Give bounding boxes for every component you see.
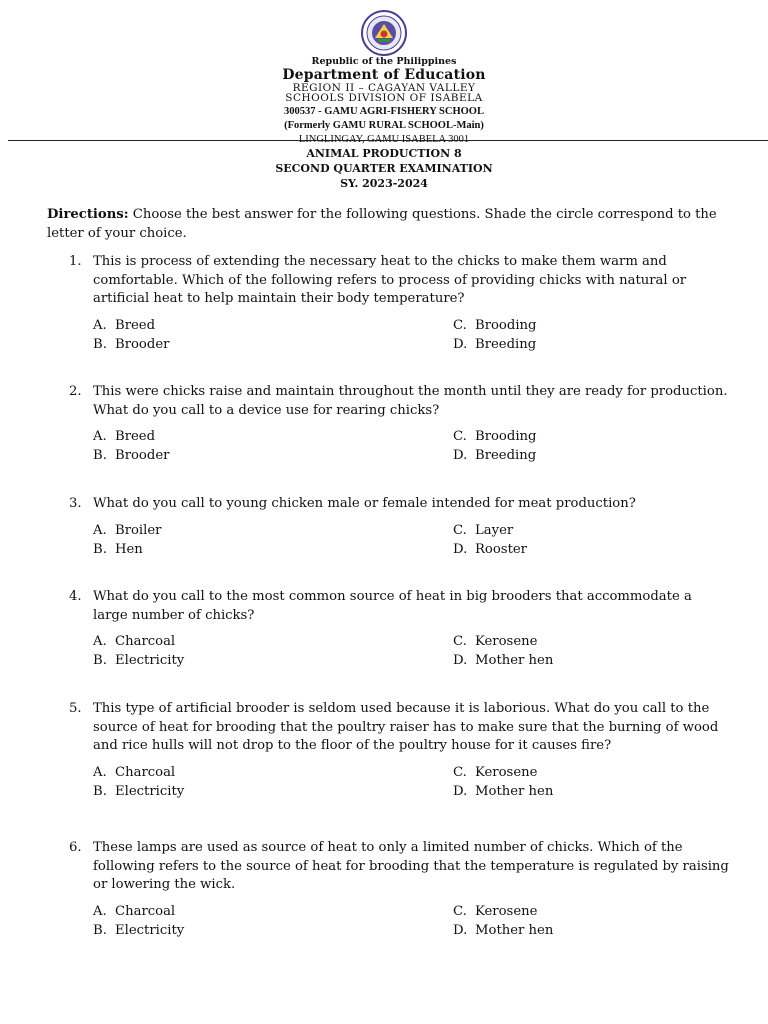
question-number: 4. [69, 589, 82, 604]
choice-list [93, 764, 729, 801]
choice-b[interactable]: B. Hen [93, 541, 143, 557]
division-line: SCHOOLS DIVISION OF ISABELA [285, 92, 483, 104]
question-5 [69, 700, 729, 801]
choice-b[interactable]: B. Electricity [93, 653, 185, 668]
question-text: What do you call to young chicken male or female intended for meat production? [93, 496, 636, 511]
choice-list [93, 317, 729, 354]
question-4 [69, 588, 729, 670]
choice-d[interactable]: D. Rooster [453, 541, 527, 557]
exam-titles [0, 146, 768, 191]
subject-title: ANIMAL PRODUCTION 8 [306, 147, 462, 160]
question-number: 1. [69, 254, 82, 269]
question-number: 3. [69, 496, 82, 511]
department-line: Department of Education [282, 66, 486, 83]
directions [47, 206, 727, 243]
directions-text: Choose the best answer for the following questions. Shade the circle correspond to the letter of your choice. [47, 207, 717, 241]
choice-c[interactable]: C. Kerosene [453, 764, 538, 780]
region-line: REGION II – CAGAYAN VALLEY [292, 81, 476, 94]
question-1 [69, 253, 729, 354]
choice-a[interactable]: A. Broiler [93, 522, 162, 538]
formerly-line: (Formerly GAMU RURAL SCHOOL-Main) [284, 119, 484, 131]
address-line: LINGLINGAY, GAMU ISABELA 3001 [298, 133, 470, 145]
deped-seal-icon [361, 10, 407, 56]
question-text: This type of artificial brooder is seldom used because it is laborious. What do you call to the source of heat for brooding that the poultry raiser has to make sure that the burning of wood and rice hulls will not drop to the floor of the poultry house for it causes fire? [93, 701, 719, 753]
header-divider [8, 140, 768, 141]
question-text: What do you call to the most common source of heat in big brooders that accommodate a large number of chicks? [93, 589, 692, 623]
choice-b[interactable]: B. Electricity [93, 783, 185, 799]
question-6 [69, 839, 729, 940]
question-text: This were chicks raise and maintain throughout the month until they are ready for production. What do you call to a device use for rearing chicks? [93, 384, 728, 418]
question-text: These lamps are used as source of heat to only a limited number of chicks. Which of the following refers to the source of heat for brooding that the temperature is regulated by raising or lowering the wick. [93, 840, 729, 892]
choice-a[interactable]: A. Charcoal [93, 903, 176, 919]
school-id-line: 300537 - GAMU AGRI-FISHERY SCHOOL [284, 105, 484, 117]
choice-list [93, 633, 729, 670]
choice-c[interactable]: C. Kerosene [453, 903, 538, 919]
choice-b[interactable]: B. Brooder [93, 336, 170, 352]
choice-d[interactable]: D. Mother hen [453, 922, 554, 938]
letterhead [0, 10, 768, 145]
choice-d[interactable]: D. Breeding [453, 448, 537, 463]
choice-b[interactable]: B. Brooder [93, 448, 170, 463]
choice-d[interactable]: D. Mother hen [453, 653, 554, 668]
choice-a[interactable]: A. Charcoal [93, 634, 176, 649]
school-year-title: SY. 2023-2024 [340, 177, 428, 190]
question-number: 5. [69, 701, 82, 716]
question-3 [69, 495, 729, 559]
choice-a[interactable]: A. Breed [93, 317, 156, 333]
question-number: 2. [69, 384, 82, 399]
choice-d[interactable]: D. Breeding [453, 336, 537, 352]
directions-label: Directions: [47, 207, 129, 222]
choice-c[interactable]: C. Brooding [453, 317, 537, 333]
choice-b[interactable]: B. Electricity [93, 922, 185, 938]
choice-list [93, 522, 729, 559]
choice-c[interactable]: C. Brooding [453, 429, 537, 444]
choice-d[interactable]: D. Mother hen [453, 783, 554, 799]
choice-c[interactable]: C. Kerosene [453, 634, 538, 649]
question-number: 6. [69, 840, 82, 855]
choice-list [93, 428, 729, 465]
choice-c[interactable]: C. Layer [453, 522, 514, 538]
choice-a[interactable]: A. Charcoal [93, 764, 176, 780]
question-2 [69, 383, 729, 465]
republic-line: Republic of the Philippines [311, 56, 457, 67]
exam-name-title: SECOND QUARTER EXAMINATION [275, 162, 493, 175]
question-text: This is process of extending the necessary heat to the chicks to make them warm and comfortable. Which of the following refers to process of providing chicks with natural or artificial heat to help maintain their body temperature? [93, 254, 687, 306]
choice-list [93, 903, 729, 940]
choice-a[interactable]: A. Breed [93, 429, 156, 444]
